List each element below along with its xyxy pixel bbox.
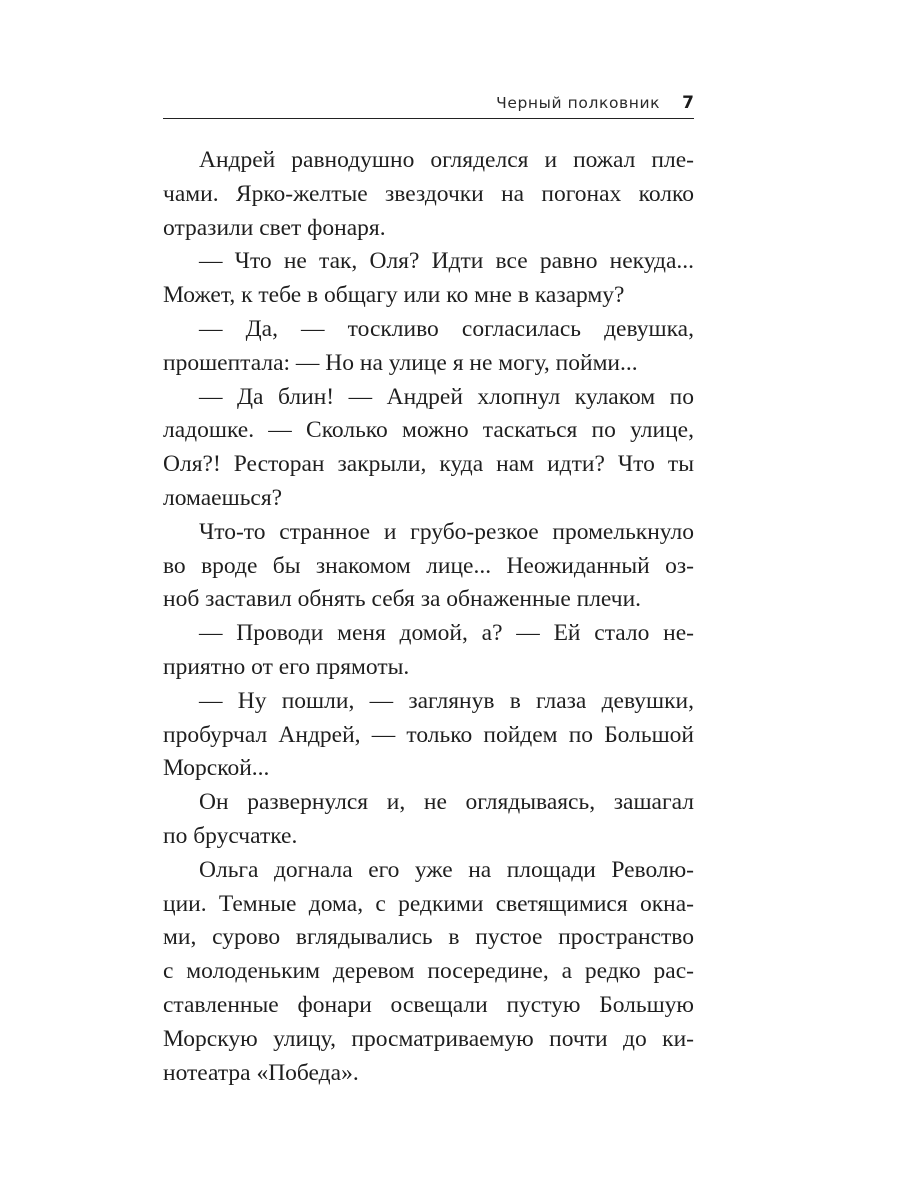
- text-line: Может, к тебе в общагу или ко мне в казарму?: [163, 282, 625, 309]
- running-header: [163, 92, 694, 119]
- text-line: по брусчатке.: [163, 822, 298, 849]
- text-line: ции. Темные дома, с редкими светящимися окна-: [163, 890, 694, 917]
- text-line: ставленные фонари освещали пустую Большую: [163, 991, 694, 1018]
- text-line: — Да блин! — Андрей хлопнул кулаком по: [199, 383, 694, 410]
- text-line: ладошке. — Сколько можно таскаться по улице,: [163, 417, 694, 444]
- text-line: — Что не так, Оля? Идти все равно некуда...: [199, 248, 694, 275]
- text-line: Морской...: [163, 755, 270, 782]
- text-line: — Ну пошли, — заглянув в глаза девушки,: [199, 687, 694, 714]
- text-line: — Да, — тоскливо согласилась девушка,: [199, 315, 694, 342]
- text-line: отразили свет фонаря.: [163, 214, 386, 241]
- text-line: Морскую улицу, просматриваемую почти до ки-: [163, 1025, 694, 1052]
- text-line: Ольга догнала его уже на площади Револю-: [199, 856, 694, 883]
- text-line: пробурчал Андрей, — только пойдем по Большой: [163, 721, 694, 748]
- text-line: во вроде бы знакомом лице... Неожиданный оз-: [163, 552, 694, 579]
- text-line: Что-то странное и грубо-резкое промелькнуло: [199, 518, 694, 545]
- text-line: прошептала: — Но на улице я не могу, пойми...: [163, 349, 638, 376]
- text-line: Андрей равнодушно огляделся и пожал пле-: [199, 147, 694, 173]
- text-line: чами. Ярко-желтые звездочки на погонах колко: [163, 180, 694, 207]
- body-text: [163, 144, 694, 1090]
- text-line: Оля?! Ресторан закрыли, куда нам идти? Что ты: [163, 451, 694, 478]
- text-line: Он развернулся и, не оглядываясь, зашагал: [199, 789, 694, 816]
- text-line: — Проводи меня домой, а? — Ей стало не-: [199, 620, 694, 647]
- text-line: приятно от его прямоты.: [163, 653, 410, 680]
- page-number: 7: [682, 93, 694, 113]
- text-line: ми, сурово вглядывались в пустое пространство: [163, 924, 694, 951]
- text-line: нотеатра «Победа».: [163, 1059, 359, 1086]
- text-line: с молоденьким деревом посередине, а редко рас-: [163, 958, 694, 985]
- book-title: Черный полковник: [496, 94, 661, 112]
- text-line: ломаешься?: [163, 484, 283, 511]
- text-line: ноб заставил обнять себя за обнаженные плечи.: [163, 586, 642, 613]
